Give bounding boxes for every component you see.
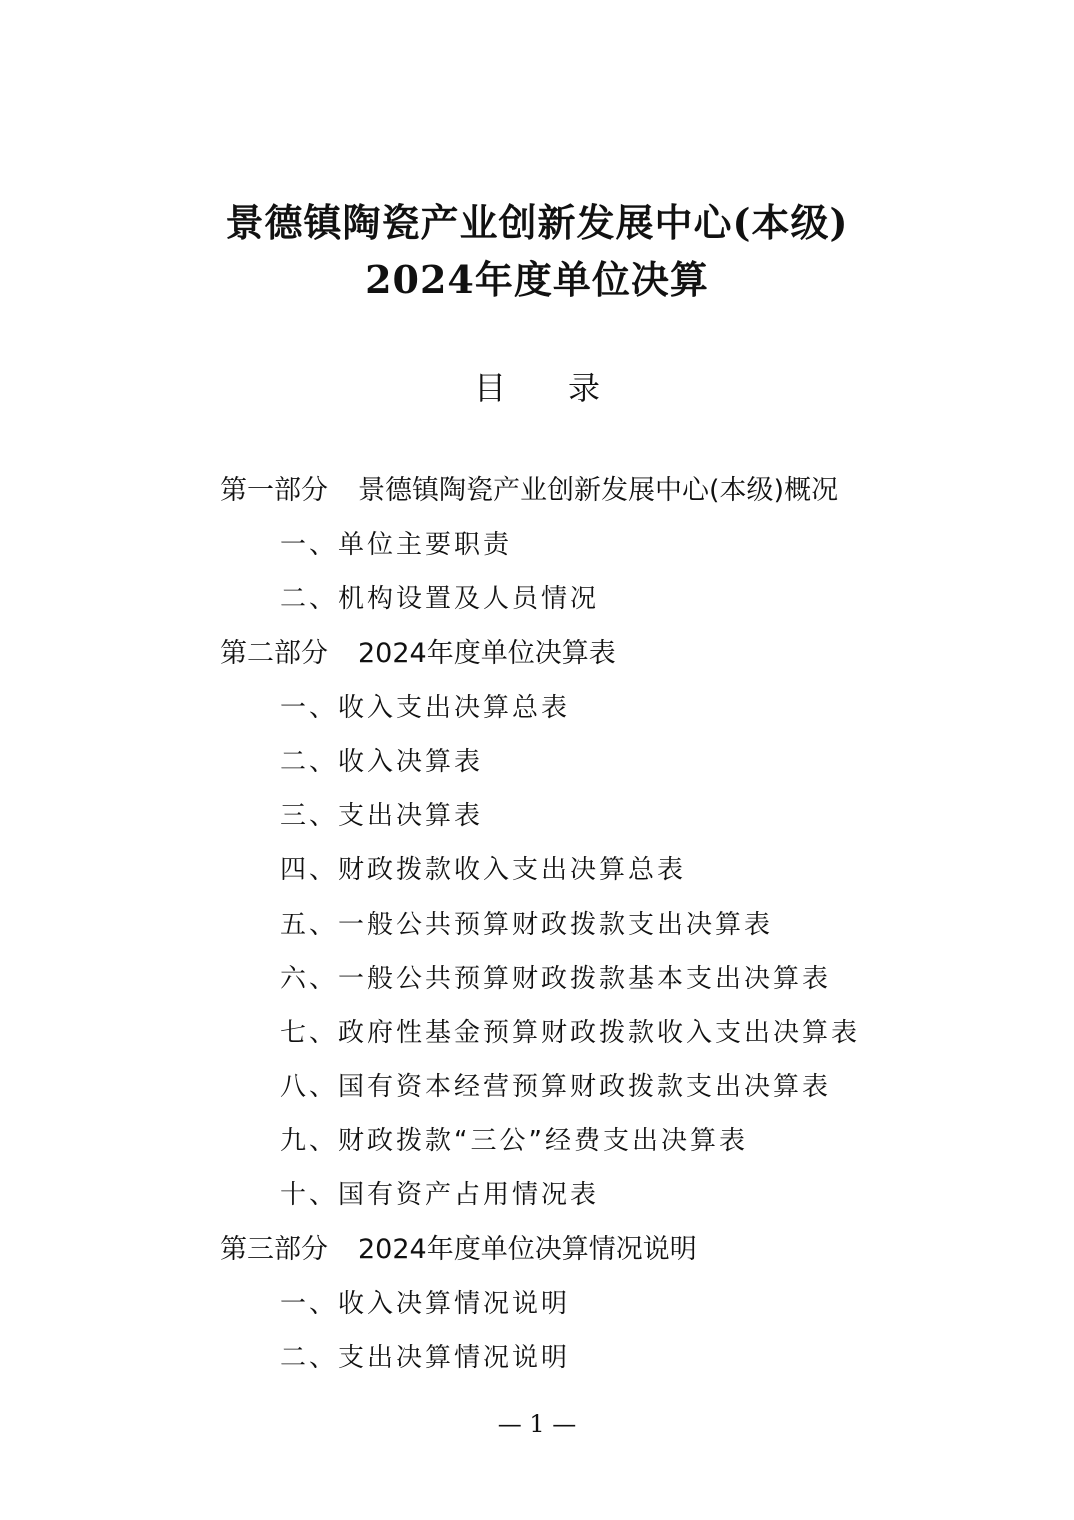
toc-item: 九、财政拨款“三公”经费支出决算表 bbox=[280, 1126, 748, 1157]
toc-part-label: 第一部分 bbox=[220, 475, 328, 506]
toc-part-label: 第二部分 bbox=[220, 637, 328, 669]
toc-part-2 bbox=[0, 631, 1074, 685]
toc-item: 一、单位主要职责 bbox=[280, 530, 513, 561]
toc-item: 四、财政拨款收入支出决算总表 bbox=[280, 855, 687, 886]
page-number: — 1 — bbox=[497, 1410, 577, 1438]
toc-heading-char-1: 目 bbox=[473, 369, 506, 407]
toc-item: 二、支出决算情况说明 bbox=[280, 1343, 571, 1373]
toc-item: 八、国有资本经营预算财政拨款支出决算表 bbox=[280, 1072, 832, 1103]
toc-item: 一、收入决算情况说明 bbox=[280, 1288, 571, 1319]
document-title-line-2: 2024年度单位决算 bbox=[365, 257, 709, 302]
toc-item: 二、收入决算表 bbox=[280, 746, 484, 777]
table-of-contents bbox=[0, 468, 1074, 1389]
document-title-line-1: 景德镇陶瓷产业创新发展中心(本级) bbox=[225, 200, 849, 245]
toc-item: 五、一般公共预算财政拨款支出决算表 bbox=[280, 909, 774, 940]
toc-item: 六、一般公共预算财政拨款基本支出决算表 bbox=[280, 963, 832, 994]
toc-heading bbox=[0, 363, 1074, 409]
toc-part-title: 2024年度单位决算表 bbox=[358, 637, 616, 669]
toc-part-1 bbox=[0, 468, 1074, 522]
toc-part-3 bbox=[0, 1227, 1074, 1281]
toc-item: 一、收入支出决算总表 bbox=[280, 692, 571, 723]
toc-item: 三、支出决算表 bbox=[280, 801, 484, 832]
toc-part-label: 第三部分 bbox=[220, 1233, 328, 1265]
toc-item: 七、政府性基金预算财政拨款收入支出决算表 bbox=[280, 1017, 861, 1048]
toc-item: 十、国有资产占用情况表 bbox=[280, 1180, 600, 1211]
toc-part-title: 2024年度单位决算情况说明 bbox=[358, 1233, 697, 1265]
toc-part-title: 景德镇陶瓷产业创新发展中心(本级)概况 bbox=[358, 475, 839, 506]
toc-item: 二、机构设置及人员情况 bbox=[280, 584, 600, 615]
toc-heading-char-2: 录 bbox=[568, 369, 601, 407]
